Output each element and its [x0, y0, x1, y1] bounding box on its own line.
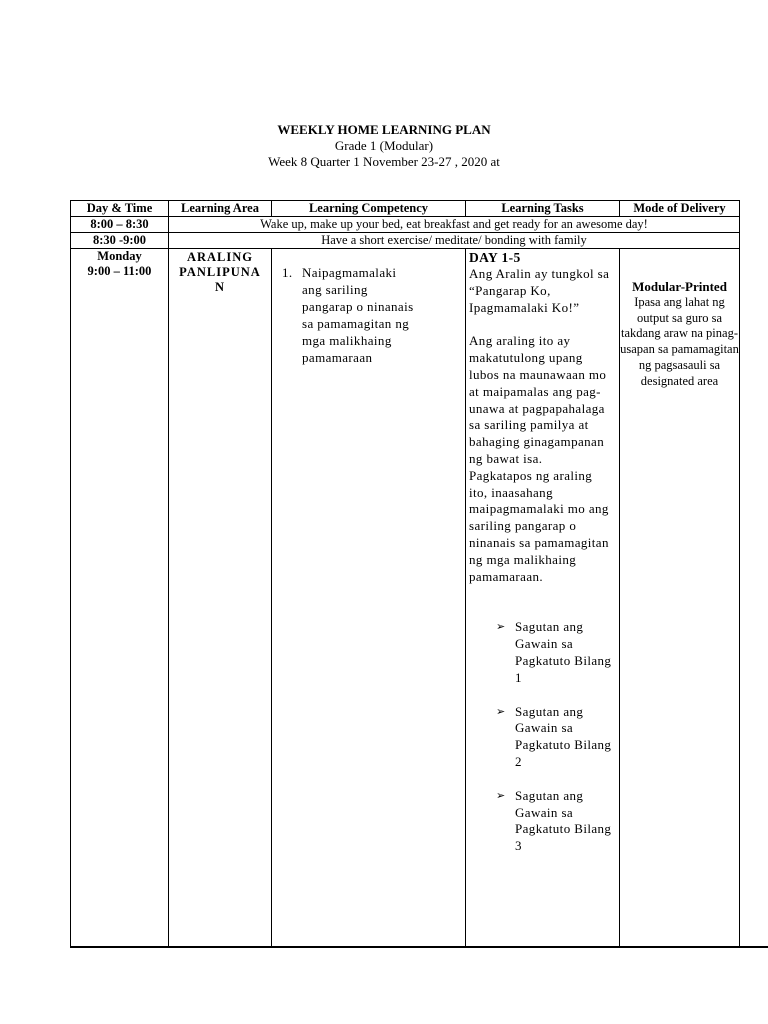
column-header: Learning Competency: [272, 201, 466, 217]
task-bullet: [469, 704, 619, 771]
mode-of-delivery-cell: [620, 249, 740, 948]
day-label: Monday: [97, 249, 142, 263]
column-header: Learning Tasks: [466, 201, 620, 217]
page-subtitle: Grade 1 (Modular): [334, 138, 434, 153]
routine-activity: Have a short exercise/ meditate/ bonding with family: [169, 233, 740, 249]
routine-time: 8:00 – 8:30: [71, 217, 169, 233]
table-row: [71, 233, 740, 249]
routine-activity: Wake up, make up your bed, eat breakfast and get ready for an awesome day!: [169, 217, 740, 233]
task-bullet: [469, 788, 619, 855]
learning-area-line: N: [214, 280, 226, 294]
mode-title: Modular-Printed: [632, 279, 727, 294]
arrowhead-bullet-icon: ➢: [496, 621, 506, 634]
table-header-row: [71, 201, 740, 217]
learning-area-line: PANLIPUNA: [179, 265, 261, 279]
week-line: Week 8 Quarter 1 November 23-27 , 2020 at: [268, 154, 500, 169]
day-time-cell: [71, 249, 169, 948]
arrowhead-bullet-icon: ➢: [496, 789, 506, 802]
mode-description: Ipasa ang lahat ng output sa guro sa takdang araw na pinag-usapan sa pamamagitan ng pagsasauli sa designated area: [620, 294, 739, 388]
time-label: 9:00 – 11:00: [87, 264, 152, 278]
routine-time: 8:30 -9:00: [71, 233, 169, 249]
task-bullet-text: Sagutan ang Gawain sa Pagkatuto Bilang 1: [515, 619, 612, 685]
column-header: Mode of Delivery: [620, 201, 740, 217]
competency-number: 1.: [282, 265, 293, 280]
competency-item: [272, 264, 420, 366]
task-bullet-text: Sagutan ang Gawain sa Pagkatuto Bilang 2: [515, 703, 612, 769]
learning-plan-table: [70, 200, 740, 948]
arrowhead-bullet-icon: ➢: [496, 705, 506, 718]
competency-text: Naipagmamalaki ang sariling pangarap o ninanais sa pamamagitan ng mga malikhaing pamamaraan: [302, 265, 414, 365]
bottom-divider: [70, 946, 768, 948]
tasks-intro: Ang Aralin ay tungkol sa “Pangarap Ko, Ipagmamalaki Ko!”: [469, 266, 610, 315]
table-row: [71, 217, 740, 233]
column-header: Learning Area: [169, 201, 272, 217]
learning-tasks-cell: [466, 249, 620, 948]
column-header: Day & Time: [71, 201, 169, 217]
table-row: [71, 249, 740, 948]
page-title: WEEKLY HOME LEARNING PLAN: [277, 122, 491, 137]
tasks-outcome: Pagkatapos ng araling ito, inaasahang maipagmamalaki mo ang sariling pangarap o ninanais sa pamamagitan ng mga malikhaing pamamaraan.: [469, 467, 609, 584]
task-bullet-text: Sagutan ang Gawain sa Pagkatuto Bilang 3: [515, 787, 612, 854]
competency-cell: [272, 249, 466, 948]
tasks-day-label: DAY 1-5: [469, 250, 521, 265]
learning-area-line: ARALING: [186, 250, 254, 264]
tasks-description: Ang araling ito ay makatutulong upang lubos na maunawaan mo at maipamalas ang pag-unawa at pagpapahalaga sa sariling pamilya at bahaging ginagampanan ng bawat isa.: [469, 333, 607, 466]
task-bullet: [469, 619, 619, 686]
learning-area-cell: [169, 249, 272, 948]
